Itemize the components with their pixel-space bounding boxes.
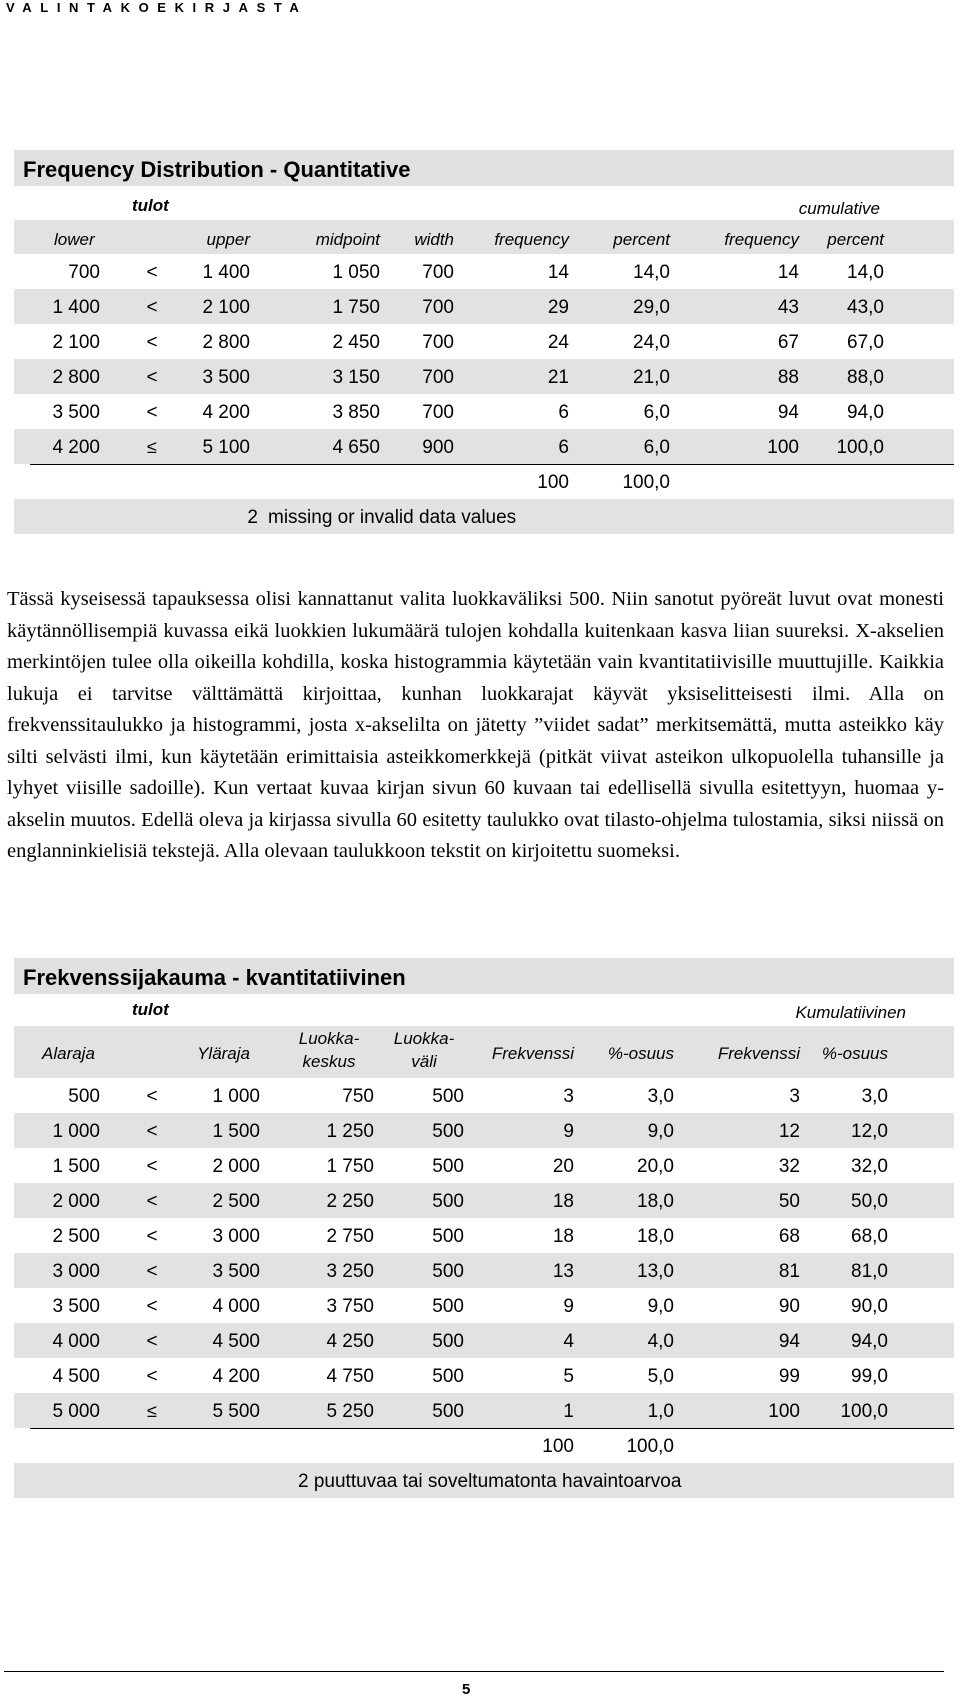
table-cell: 4 200 bbox=[202, 402, 250, 423]
table-cell: 94,0 bbox=[847, 402, 884, 423]
table-cell: < bbox=[146, 1191, 158, 1212]
table-cell: 500 bbox=[432, 1226, 464, 1247]
table-cell: 2 800 bbox=[52, 367, 100, 388]
table-row bbox=[14, 254, 954, 289]
table-cell: 88 bbox=[777, 367, 799, 388]
col-header: percent bbox=[613, 230, 670, 249]
table-cell: 3 000 bbox=[52, 1261, 100, 1282]
table-cell: 500 bbox=[432, 1331, 464, 1352]
table-row bbox=[14, 1218, 954, 1253]
table-cell: 4,0 bbox=[647, 1331, 674, 1352]
table-row bbox=[14, 1288, 954, 1323]
table-cell: 1,0 bbox=[647, 1401, 674, 1422]
col-header: upper bbox=[206, 230, 250, 249]
table-cell: 14 bbox=[547, 262, 569, 283]
table-cell: 1 bbox=[563, 1401, 574, 1422]
table-header-group bbox=[14, 994, 954, 1026]
table-cell: 6 bbox=[558, 437, 569, 458]
table-cell: 4 200 bbox=[212, 1366, 260, 1387]
table-cell: 5 100 bbox=[202, 437, 250, 458]
col-header: Frekvenssi bbox=[717, 1044, 800, 1063]
table-cell: 500 bbox=[432, 1261, 464, 1282]
table-cell: 6,0 bbox=[643, 402, 670, 423]
table-cell: 2 500 bbox=[212, 1191, 260, 1212]
table-body bbox=[14, 1078, 954, 1428]
table-cell: 100 bbox=[767, 437, 799, 458]
table-cell: < bbox=[146, 262, 158, 283]
table-cell: 700 bbox=[422, 297, 454, 318]
table-cell: < bbox=[146, 1226, 158, 1247]
table-cell: 3 000 bbox=[212, 1226, 260, 1247]
table-cell: 18,0 bbox=[637, 1226, 674, 1247]
table-header-group bbox=[14, 186, 954, 220]
table-cell: 3 500 bbox=[202, 367, 250, 388]
table-cell: 3 250 bbox=[326, 1261, 374, 1282]
table-cell: 81,0 bbox=[851, 1261, 888, 1282]
table-cell: 32,0 bbox=[851, 1156, 888, 1177]
col-header: väli bbox=[411, 1052, 437, 1071]
table-cell: 4 750 bbox=[326, 1366, 374, 1387]
table-cell: 18 bbox=[552, 1191, 574, 1212]
table-cell: 81 bbox=[778, 1261, 800, 1282]
col-header: frequency bbox=[724, 230, 799, 249]
table-cell: 29 bbox=[547, 297, 569, 318]
table-cell: 1 400 bbox=[52, 297, 100, 318]
table-title: Frekvenssijakauma - kvantitatiivinen bbox=[14, 958, 954, 994]
table-cell: 100 bbox=[768, 1401, 800, 1422]
table-cell: 94,0 bbox=[851, 1331, 888, 1352]
table-cell: 21,0 bbox=[633, 367, 670, 388]
table-column-header bbox=[14, 220, 954, 254]
col-header: Yläraja bbox=[197, 1044, 250, 1063]
table-cell: 50 bbox=[778, 1191, 800, 1212]
total-row bbox=[14, 1428, 954, 1463]
table-cell: 1 500 bbox=[52, 1156, 100, 1177]
col-header: frequency bbox=[494, 230, 569, 249]
table-row bbox=[14, 359, 954, 394]
col-header: keskus bbox=[302, 1052, 356, 1071]
table-cell: < bbox=[146, 297, 158, 318]
cumulative-label: cumulative bbox=[798, 199, 880, 218]
table-cell: ≤ bbox=[147, 1401, 157, 1421]
table-cell: 2 100 bbox=[202, 297, 250, 318]
missing-row bbox=[14, 1463, 954, 1498]
table-cell: 99 bbox=[778, 1366, 800, 1387]
col-header: width bbox=[414, 230, 454, 249]
table-cell: 1 000 bbox=[52, 1121, 100, 1142]
table-cell: 700 bbox=[422, 262, 454, 283]
table-cell: 500 bbox=[432, 1191, 464, 1212]
table-cell: 94 bbox=[777, 402, 799, 423]
table-cell: 24,0 bbox=[633, 332, 670, 353]
total-percent: 100,0 bbox=[622, 472, 670, 493]
table-cell: 2 800 bbox=[202, 332, 250, 353]
table-cell: < bbox=[146, 332, 158, 353]
table-cell: 2 450 bbox=[332, 332, 380, 353]
col-header: percent bbox=[827, 230, 884, 249]
table-cell: 68,0 bbox=[851, 1226, 888, 1247]
table-cell: 4 250 bbox=[326, 1331, 374, 1352]
table-cell: < bbox=[146, 1086, 158, 1107]
table-cell: 2 500 bbox=[52, 1226, 100, 1247]
table-cell: 2 100 bbox=[52, 332, 100, 353]
table-cell: 1 000 bbox=[212, 1086, 260, 1107]
table-cell: 3,0 bbox=[861, 1086, 888, 1107]
table-cell: 6,0 bbox=[643, 437, 670, 458]
table-cell: 1 500 bbox=[212, 1121, 260, 1142]
table-row bbox=[14, 1113, 954, 1148]
table-cell: 9,0 bbox=[647, 1121, 674, 1142]
table-cell: 9,0 bbox=[647, 1296, 674, 1317]
table-cell: 750 bbox=[342, 1086, 374, 1107]
table-cell: < bbox=[146, 1331, 158, 1352]
table-cell: 3 850 bbox=[332, 402, 380, 423]
table-cell: 1 250 bbox=[326, 1121, 374, 1142]
table-cell: 4 650 bbox=[332, 437, 380, 458]
table-cell: 5 000 bbox=[52, 1401, 100, 1422]
table-cell: 3 500 bbox=[52, 402, 100, 423]
table-cell: 5 bbox=[563, 1366, 574, 1387]
table-cell: 12 bbox=[778, 1121, 800, 1142]
table-cell: < bbox=[146, 1156, 158, 1177]
footer-rule bbox=[4, 1671, 944, 1672]
col-header: lower bbox=[54, 230, 95, 249]
frequency-table-english bbox=[14, 150, 954, 534]
variable-label: tulot bbox=[132, 196, 169, 215]
table-cell: 4 500 bbox=[52, 1366, 100, 1387]
table-cell: 500 bbox=[68, 1086, 100, 1107]
variable-label: tulot bbox=[132, 1000, 169, 1019]
table-body bbox=[14, 254, 954, 464]
table-cell: 700 bbox=[422, 367, 454, 388]
table-cell: 4 bbox=[563, 1331, 574, 1352]
table-cell: 4 000 bbox=[212, 1296, 260, 1317]
table-cell: 3 750 bbox=[326, 1296, 374, 1317]
table-cell: 94 bbox=[778, 1331, 800, 1352]
table-cell: 88,0 bbox=[847, 367, 884, 388]
table-cell: 3,0 bbox=[647, 1086, 674, 1107]
missing-count: 2 bbox=[247, 507, 258, 528]
table-cell: < bbox=[146, 1121, 158, 1142]
table-cell: 2 000 bbox=[212, 1156, 260, 1177]
table-cell: 5 500 bbox=[212, 1401, 260, 1422]
col-header: Alaraja bbox=[42, 1044, 95, 1063]
table-cell: 5,0 bbox=[647, 1366, 674, 1387]
table-cell: 90,0 bbox=[851, 1296, 888, 1317]
table-cell: 13 bbox=[552, 1261, 574, 1282]
table-cell: 4 200 bbox=[52, 437, 100, 458]
table-row bbox=[14, 289, 954, 324]
table-row bbox=[14, 1358, 954, 1393]
table-row bbox=[14, 324, 954, 359]
table-cell: < bbox=[146, 1366, 158, 1387]
total-percent: 100,0 bbox=[626, 1436, 674, 1457]
total-frequency: 100 bbox=[542, 1436, 574, 1457]
table-row bbox=[14, 394, 954, 429]
table-cell: 4 000 bbox=[52, 1331, 100, 1352]
table-cell: 9 bbox=[563, 1296, 574, 1317]
col-header: Luokka- bbox=[298, 1029, 360, 1048]
table-cell: 67 bbox=[777, 332, 799, 353]
table-cell: 18,0 bbox=[637, 1191, 674, 1212]
table-row bbox=[14, 1393, 954, 1428]
table-row bbox=[14, 1148, 954, 1183]
table-cell: 5 250 bbox=[326, 1401, 374, 1422]
table-cell: 1 050 bbox=[332, 262, 380, 283]
col-header: %-osuus bbox=[821, 1044, 888, 1063]
table-cell: 3 500 bbox=[212, 1261, 260, 1282]
table-row bbox=[14, 1078, 954, 1113]
table-cell: 13,0 bbox=[637, 1261, 674, 1282]
table-cell: 14 bbox=[777, 262, 799, 283]
col-header: midpoint bbox=[315, 230, 380, 249]
table-cell: 3 bbox=[789, 1086, 800, 1107]
table-cell: 1 400 bbox=[202, 262, 250, 283]
table-row bbox=[14, 1253, 954, 1288]
table-cell: 3 150 bbox=[332, 367, 380, 388]
table-cell: 500 bbox=[432, 1121, 464, 1142]
table-cell: 29,0 bbox=[633, 297, 670, 318]
table-cell: 68 bbox=[778, 1226, 800, 1247]
table-cell: 18 bbox=[552, 1226, 574, 1247]
table-cell: 9 bbox=[563, 1121, 574, 1142]
running-header: VALINTAKOEKIRJASTA bbox=[6, 0, 308, 15]
table-cell: 21 bbox=[547, 367, 569, 388]
table-cell: 3 500 bbox=[52, 1296, 100, 1317]
table-cell: 500 bbox=[432, 1366, 464, 1387]
table-cell: 1 750 bbox=[326, 1156, 374, 1177]
table-cell: 3 bbox=[563, 1086, 574, 1107]
table-row bbox=[14, 1183, 954, 1218]
table-cell: < bbox=[146, 402, 158, 423]
table-cell: 700 bbox=[422, 402, 454, 423]
table-cell: 2 250 bbox=[326, 1191, 374, 1212]
table-column-header bbox=[14, 1026, 954, 1078]
col-header: Frekvenssi bbox=[491, 1044, 574, 1063]
table-cell: 99,0 bbox=[851, 1366, 888, 1387]
table-title: Frequency Distribution - Quantitative bbox=[14, 150, 954, 186]
table-cell: 700 bbox=[68, 262, 100, 283]
table-cell: 2 000 bbox=[52, 1191, 100, 1212]
table-cell: 6 bbox=[558, 402, 569, 423]
table-cell: 43 bbox=[777, 297, 799, 318]
table-cell: 20 bbox=[552, 1156, 574, 1177]
body-paragraph bbox=[7, 584, 944, 868]
missing-text: 2 puuttuvaa tai soveltumatonta havaintoarvoa bbox=[298, 1471, 682, 1492]
missing-text: missing or invalid data values bbox=[268, 507, 517, 528]
paragraph-text: Tässä kyseisessä tapauksessa olisi kannattanut valita luokkaväliksi 500. Niin sanotut pyöreät luvut ovat monesti käytännöllisempiä kuvassa eikä luokkien lukumäärä tulojen kohdalla kuitenkaan kasva liian suureksi. X-akselien merkintöjen tulee olla oikeilla kohdilla, koska histogrammia käytetään vain kvantitatiivisille muuttujille. Kaikkia lukuja ei tarvitse välttämättä kirjoittaa, kunhan luokkarajat käyvät yksiselitteisesti ilmi. Alla on frekvenssitaulukko ja histogrammi, josta x-akselilta on jätetty ”viidet sadat” merkitsemättä, mutta asteikko käy silti selvästi ilmi, kun käytetään erimittaisia asteikkomerkkejä (pitkät viivat asteikon ulkopuolella tuhansille ja lyhyet viisille sadoille). Kun vertaat kuvaa kirjan sivun 60 kuvaan tai edellisellä sivulla esitettyyn, huomaa y-akselin muutos. Edellä oleva ja kirjassa sivulla 60 esitetty taulukko ovat tilasto-ohjelma tulostamia, siksi niissä on englanninkielisiä tekstejä. Alla olevaan taulukkoon tekstit on kirjoitettu suomeksi. bbox=[7, 588, 944, 862]
table-cell: 67,0 bbox=[847, 332, 884, 353]
table-cell: 500 bbox=[432, 1156, 464, 1177]
table-cell: 4 500 bbox=[212, 1331, 260, 1352]
table-cell: 43,0 bbox=[847, 297, 884, 318]
table-cell: 500 bbox=[432, 1401, 464, 1422]
page-number: 5 bbox=[462, 1681, 471, 1698]
col-header: %-osuus bbox=[607, 1044, 674, 1063]
table-cell: 12,0 bbox=[851, 1121, 888, 1142]
total-row bbox=[14, 464, 954, 499]
table-cell: < bbox=[146, 367, 158, 388]
table-cell: 500 bbox=[432, 1086, 464, 1107]
frequency-table-finnish bbox=[14, 958, 954, 1498]
table-cell: 500 bbox=[432, 1296, 464, 1317]
table-cell: 700 bbox=[422, 332, 454, 353]
missing-row bbox=[14, 499, 954, 534]
table-cell: 1 750 bbox=[332, 297, 380, 318]
table-cell: 24 bbox=[547, 332, 569, 353]
table-cell: 14,0 bbox=[633, 262, 670, 283]
table-cell: 2 750 bbox=[326, 1226, 374, 1247]
col-header: Luokka- bbox=[393, 1029, 455, 1048]
table-cell: 100,0 bbox=[836, 437, 884, 458]
table-cell: ≤ bbox=[147, 437, 157, 457]
table-cell: < bbox=[146, 1296, 158, 1317]
cumulative-label: Kumulatiivinen bbox=[795, 1003, 906, 1022]
table-cell: 50,0 bbox=[851, 1191, 888, 1212]
table-cell: 900 bbox=[422, 437, 454, 458]
table-cell: 20,0 bbox=[637, 1156, 674, 1177]
total-frequency: 100 bbox=[537, 472, 569, 493]
table-row bbox=[14, 1323, 954, 1358]
table-cell: 100,0 bbox=[840, 1401, 888, 1422]
table-cell: 32 bbox=[778, 1156, 800, 1177]
table-cell: < bbox=[146, 1261, 158, 1282]
table-cell: 90 bbox=[778, 1296, 800, 1317]
table-row bbox=[14, 429, 954, 464]
table-cell: 14,0 bbox=[847, 262, 884, 283]
